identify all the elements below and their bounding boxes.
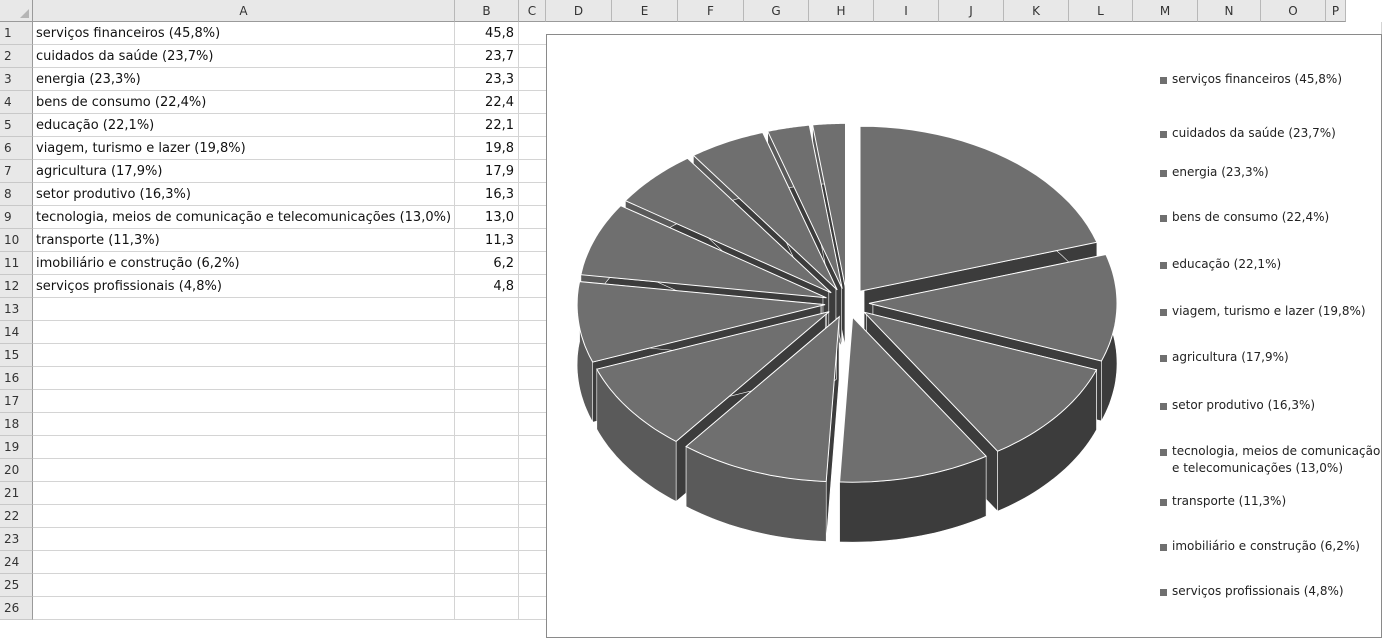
cell-b[interactable]: 23,3: [455, 68, 519, 91]
legend-swatch: [1160, 262, 1167, 269]
legend-label: agricultura (17,9%): [1172, 350, 1289, 364]
cell-a[interactable]: [33, 436, 455, 459]
column-header-f[interactable]: F: [678, 0, 744, 22]
cell-a[interactable]: [33, 597, 455, 620]
cell-b[interactable]: [455, 390, 519, 413]
row-header[interactable]: 2: [0, 45, 33, 68]
legend-item[interactable]: [1160, 493, 1382, 510]
column-header-c[interactable]: C: [519, 0, 546, 22]
legend-label: serviços profissionais (4,8%): [1172, 584, 1344, 598]
cell-b[interactable]: [455, 436, 519, 459]
cell-b[interactable]: [455, 528, 519, 551]
cell-b[interactable]: 6,2: [455, 252, 519, 275]
legend-label: energia (23,3%): [1172, 165, 1269, 179]
column-header-e[interactable]: E: [612, 0, 678, 22]
cell-b[interactable]: 16,3: [455, 183, 519, 206]
cell-a[interactable]: [33, 298, 455, 321]
chart-legend: [1160, 35, 1382, 638]
legend-swatch: [1160, 170, 1167, 177]
legend-label: imobiliário e construção (6,2%): [1172, 539, 1360, 553]
cell-b[interactable]: 11,3: [455, 229, 519, 252]
legend-item[interactable]: [1160, 164, 1382, 181]
cell-a[interactable]: tecnologia, meios de comunicação e telecomunicações (13,0%): [33, 206, 455, 229]
column-header-g[interactable]: G: [744, 0, 809, 22]
legend-item[interactable]: [1160, 349, 1382, 366]
cell-b[interactable]: 23,7: [455, 45, 519, 68]
pie-chart[interactable]: [546, 34, 1382, 638]
column-header-l[interactable]: L: [1069, 0, 1133, 22]
cell-a[interactable]: energia (23,3%): [33, 68, 455, 91]
row-header[interactable]: 18: [0, 413, 33, 436]
cell-b[interactable]: 22,1: [455, 114, 519, 137]
cell-a[interactable]: [33, 321, 455, 344]
select-all-corner[interactable]: [0, 0, 33, 22]
legend-swatch: [1160, 131, 1167, 138]
column-header-i[interactable]: I: [874, 0, 939, 22]
cell-a[interactable]: imobiliário e construção (6,2%): [33, 252, 455, 275]
column-header-p[interactable]: P: [1326, 0, 1346, 22]
cell-b[interactable]: [455, 321, 519, 344]
legend-item[interactable]: [1160, 583, 1382, 600]
legend-item[interactable]: [1160, 397, 1382, 414]
row-header[interactable]: 22: [0, 505, 33, 528]
legend-item[interactable]: [1160, 538, 1382, 555]
cell-b[interactable]: 45,8: [455, 22, 519, 45]
column-header-b[interactable]: B: [455, 0, 519, 22]
cell-b[interactable]: 19,8: [455, 137, 519, 160]
cell-b[interactable]: [455, 574, 519, 597]
legend-swatch: [1160, 309, 1167, 316]
legend-label: bens de consumo (22,4%): [1172, 210, 1330, 224]
column-header-h[interactable]: H: [809, 0, 874, 22]
column-header-j[interactable]: J: [939, 0, 1004, 22]
row-header[interactable]: 19: [0, 436, 33, 459]
row-header[interactable]: 7: [0, 160, 33, 183]
row-header[interactable]: 16: [0, 367, 33, 390]
legend-swatch: [1160, 449, 1167, 456]
cell-b[interactable]: [455, 459, 519, 482]
cell-b[interactable]: [455, 344, 519, 367]
row-header[interactable]: 24: [0, 551, 33, 574]
cell-b[interactable]: [455, 597, 519, 620]
legend-item[interactable]: [1160, 71, 1382, 88]
legend-label: viagem, turismo e lazer (19,8%): [1172, 304, 1366, 318]
cell-a[interactable]: serviços profissionais (4,8%): [33, 275, 455, 298]
pie-plot: [547, 35, 1147, 638]
column-header-d[interactable]: D: [546, 0, 612, 22]
cell-a[interactable]: [33, 459, 455, 482]
legend-label: educação (22,1%): [1172, 257, 1282, 271]
legend-swatch: [1160, 215, 1167, 222]
cell-a[interactable]: transporte (11,3%): [33, 229, 455, 252]
cell-a[interactable]: [33, 390, 455, 413]
row-header[interactable]: 8: [0, 183, 33, 206]
row-header[interactable]: 5: [0, 114, 33, 137]
legend-item[interactable]: [1160, 443, 1382, 477]
cell-a[interactable]: agricultura (17,9%): [33, 160, 455, 183]
cell-a[interactable]: [33, 528, 455, 551]
cell-a[interactable]: [33, 482, 455, 505]
cell-a[interactable]: [33, 344, 455, 367]
cell-b[interactable]: [455, 413, 519, 436]
cell-a[interactable]: [33, 551, 455, 574]
row-header[interactable]: 15: [0, 344, 33, 367]
cell-a[interactable]: viagem, turismo e lazer (19,8%): [33, 137, 455, 160]
cell-b[interactable]: [455, 482, 519, 505]
cell-b[interactable]: [455, 551, 519, 574]
cell-b[interactable]: 4,8: [455, 275, 519, 298]
row-header[interactable]: 17: [0, 390, 33, 413]
column-header-o[interactable]: O: [1261, 0, 1326, 22]
legend-label: setor produtivo (16,3%): [1172, 398, 1316, 412]
cell-a[interactable]: cuidados da saúde (23,7%): [33, 45, 455, 68]
cell-b[interactable]: 17,9: [455, 160, 519, 183]
legend-item[interactable]: [1160, 209, 1382, 226]
row-header[interactable]: 14: [0, 321, 33, 344]
cell-b[interactable]: [455, 367, 519, 390]
cell-b[interactable]: 13,0: [455, 206, 519, 229]
column-header-m[interactable]: M: [1133, 0, 1198, 22]
legend-item[interactable]: [1160, 256, 1382, 273]
legend-swatch: [1160, 544, 1167, 551]
legend-item[interactable]: [1160, 303, 1382, 320]
legend-swatch: [1160, 403, 1167, 410]
row-header[interactable]: 3: [0, 68, 33, 91]
row-header[interactable]: 20: [0, 459, 33, 482]
row-header[interactable]: 23: [0, 528, 33, 551]
cell-a[interactable]: setor produtivo (16,3%): [33, 183, 455, 206]
cell-a[interactable]: educação (22,1%): [33, 114, 455, 137]
legend-label: tecnologia, meios de comunicação e telecomunicações (13,0%): [1172, 444, 1381, 475]
row-header[interactable]: 26: [0, 597, 33, 620]
cell-b[interactable]: [455, 505, 519, 528]
row-header[interactable]: 13: [0, 298, 33, 321]
legend-swatch: [1160, 355, 1167, 362]
cell-a[interactable]: [33, 574, 455, 597]
cell-b[interactable]: 22,4: [455, 91, 519, 114]
legend-label: transporte (11,3%): [1172, 494, 1287, 508]
row-header[interactable]: 4: [0, 91, 33, 114]
column-header-n[interactable]: N: [1198, 0, 1261, 22]
row-header[interactable]: 10: [0, 229, 33, 252]
row-header[interactable]: 12: [0, 275, 33, 298]
row-header[interactable]: 21: [0, 482, 33, 505]
legend-swatch: [1160, 589, 1167, 596]
cell-a[interactable]: [33, 367, 455, 390]
row-header[interactable]: 9: [0, 206, 33, 229]
cell-a[interactable]: [33, 413, 455, 436]
column-header-k[interactable]: K: [1004, 0, 1069, 22]
legend-item[interactable]: [1160, 125, 1382, 142]
legend-label: cuidados da saúde (23,7%): [1172, 126, 1336, 140]
cell-b[interactable]: [455, 298, 519, 321]
row-header[interactable]: 6: [0, 137, 33, 160]
column-header-a[interactable]: A: [33, 0, 455, 22]
legend-swatch: [1160, 77, 1167, 84]
cell-a[interactable]: bens de consumo (22,4%): [33, 91, 455, 114]
cell-a[interactable]: [33, 505, 455, 528]
row-header[interactable]: 11: [0, 252, 33, 275]
legend-label: serviços financeiros (45,8%): [1172, 72, 1343, 86]
cell-a[interactable]: serviços financeiros (45,8%): [33, 22, 455, 45]
legend-swatch: [1160, 499, 1167, 506]
row-header[interactable]: 1: [0, 22, 33, 45]
row-header[interactable]: 25: [0, 574, 33, 597]
